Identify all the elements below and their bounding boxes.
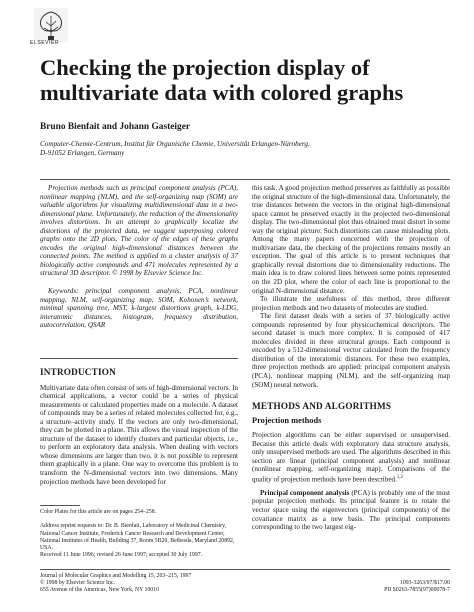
- introduction-section: [40, 368, 238, 486]
- right-paragraph-4: [252, 431, 450, 484]
- right-paragraph-1: this task. A good projection method preserves as faithfully as possible the original structure of the high-dimensional data. Unfortunately, the true distances between the vectors in the original high-dimensional space cannot be preserved exactly in the projected two-dimensional display. The two-dimensional plot thus obtained must distort in some way the original picture. Such distortions can cause misleading plots. Among the many papers concerned with the projection of multivariate data, the checking of the projections remains mostly an exception. The goal of this article is to present techniques that graphically reveal distortions due to dimensionality reductions. The main idea is to draw colored lines between some points represented on the 2D plot, where the color of each line is proportional to the original N-dimensional distance.: [252, 184, 451, 295]
- footer-issn: 1093-3263/97/$17.00: [399, 580, 450, 586]
- affiliation-line-1: Computer-Chemie-Centrum, Institut für Organische Chemie, Universität Erlangen-Nürnberg,: [40, 140, 310, 148]
- footer-copyright: © 1998 by Elsevier Science Inc.: [40, 580, 115, 587]
- publisher-name: ELSEVIER: [30, 40, 60, 46]
- right-paragraph-5-text: (PCA) is probably one of the most popular projection methods. Its principal feature is to rotate the vector space using the eigenvectors (principal components) of the covariance matrix as a new basis. The principal components corresponding to the two largest eig-: [252, 488, 450, 532]
- footnote-color-plates: Color Plates for this article are on pages 254–258.: [40, 509, 157, 515]
- author-affiliation: [40, 140, 440, 159]
- right-paragraph-5: [252, 489, 450, 532]
- footnote-received: Received 11 June 1996; revised 26 June 1997; accepted 30 July 1997.: [40, 552, 203, 559]
- methods-heading: METHODS AND ALGORITHMS: [252, 401, 392, 412]
- footer-publisher-address: 655 Avenue of the Americas, New York, NY 10010: [40, 587, 159, 594]
- abstract-block: [40, 184, 238, 330]
- footer-rule: [40, 569, 450, 570]
- article-title: Checking the projection display of multivariate data with colored graphs: [40, 55, 404, 105]
- affiliation-line-2: D-91052 Erlangen, Germany: [40, 149, 125, 158]
- introduction-heading: INTRODUCTION: [40, 367, 116, 377]
- right-paragraph-4-text: Projection algorithms can be either supervised or unsupervised. Because this article deals with exploratory data structure analysis, only unsupervised methods are used. The algorithms described in this section are linear (principal component analysis) and nonlinear (nonlinear mapping, self-organizing map). Comparisons of the quality of projection methods have been described.: [252, 431, 450, 484]
- footer-pii: PII S0263-7855(97)00078-7: [384, 587, 450, 594]
- reference-superscript: 1,2: [396, 474, 404, 480]
- introduction-text: Multivariate data often consist of sets of high-dimensional vectors. In chemical applications, a vector could be a series of physical measurements or calculated properties made on a molecule. A dataset of compounds may be a series of related molecules collected for, e.g., a structure–activity study. If the vectors are only two-dimensional, they can be plotted in a plane. This allows the visual inspection of the structure of the dataset to identify clusters and particular objects, i.e., to perform an exploratory data analysis. When dealing with vectors whose dimensions are larger than two, it is not possible to represent them graphically in a plane. One way to overcome this problem is to transform the N-dimensional vectors into two dimensions. Many projection methods have been developed for: [40, 383, 238, 486]
- footnote-rule: [40, 505, 80, 506]
- keywords-text: Keywords: principal component analysis, PCA, nonlinear mapping, NLM, self-organizing map, SOM, Kohonen’s network, minimal spanning tree, MST, k-largest distortions graph, k-LDG, interatomic distances, histogram, frequency distribution, autocorrelation, QSAR: [40, 287, 238, 330]
- footer-identifiers: [384, 580, 450, 594]
- abstract-text: Projection methods such as principal component analysis (PCA), nonlinear mapping (NLM), and the self-organizing map (SOM) are valuable algorithms for visualizing multidimensional data in a two-dimensional plane. Unfortunately, the reduction of the dimensionality involves distortions. In an attempt to graphically localize the distortions of the projected data, we suggest superposing colored graphs onto the 2D plots. The color of the edges of these graphs encodes the original high-dimensional distances between the connected points. The method is applied to a cluster analysis of 37 biologically active compounds and 471 molecules represented by a structural 3D descriptor. © 1998 by Elsevier Science Inc.: [40, 184, 238, 278]
- right-column: [252, 184, 450, 532]
- article-authors: Bruno Bienfait and Johann Gasteiger: [40, 122, 191, 132]
- right-paragraph-2: To illustrate the usefulness of this method, three different projection methods and two datasets of molecules are studied.: [252, 295, 450, 312]
- abstract-top-rule: [40, 179, 450, 180]
- abstract-bottom-rule: [40, 358, 238, 359]
- journal-citation: Journal of Molecular Graphics and Modelling 15, 203–215, 1997: [40, 573, 192, 579]
- projection-methods-heading: Projection methods: [252, 415, 322, 425]
- footnotes: [40, 509, 238, 560]
- elsevier-tree-logo: [34, 8, 68, 42]
- pca-lead-term: Principal component analysis: [260, 488, 350, 497]
- right-paragraph-3: The first dataset deals with a series of 37 biologically active compounds represented by four physicochemical descriptors. The second dataset is much more complex. It is composed of 417 molecules divided in three structural groups. Each compound is encoded by a 512-dimensional vector calculated from the frequency distribution of the interatomic distances. For these two examples, three projection methods are applied: principal component analysis (PCA), nonlinear mapping (NLM), and the self-organizing map (SOM) neural network.: [252, 312, 450, 389]
- journal-footer: [40, 573, 191, 595]
- footnote-address: Address reprint requests to: Dr. B. Bienfait, Laboratory of Medicinal Chemistry, National Cancer Institute, Frederick Cancer Research and Development Center, National Institutes of Health, Building 37, Room 5B20, Bethesda, Maryland 20892, USA.: [40, 523, 235, 552]
